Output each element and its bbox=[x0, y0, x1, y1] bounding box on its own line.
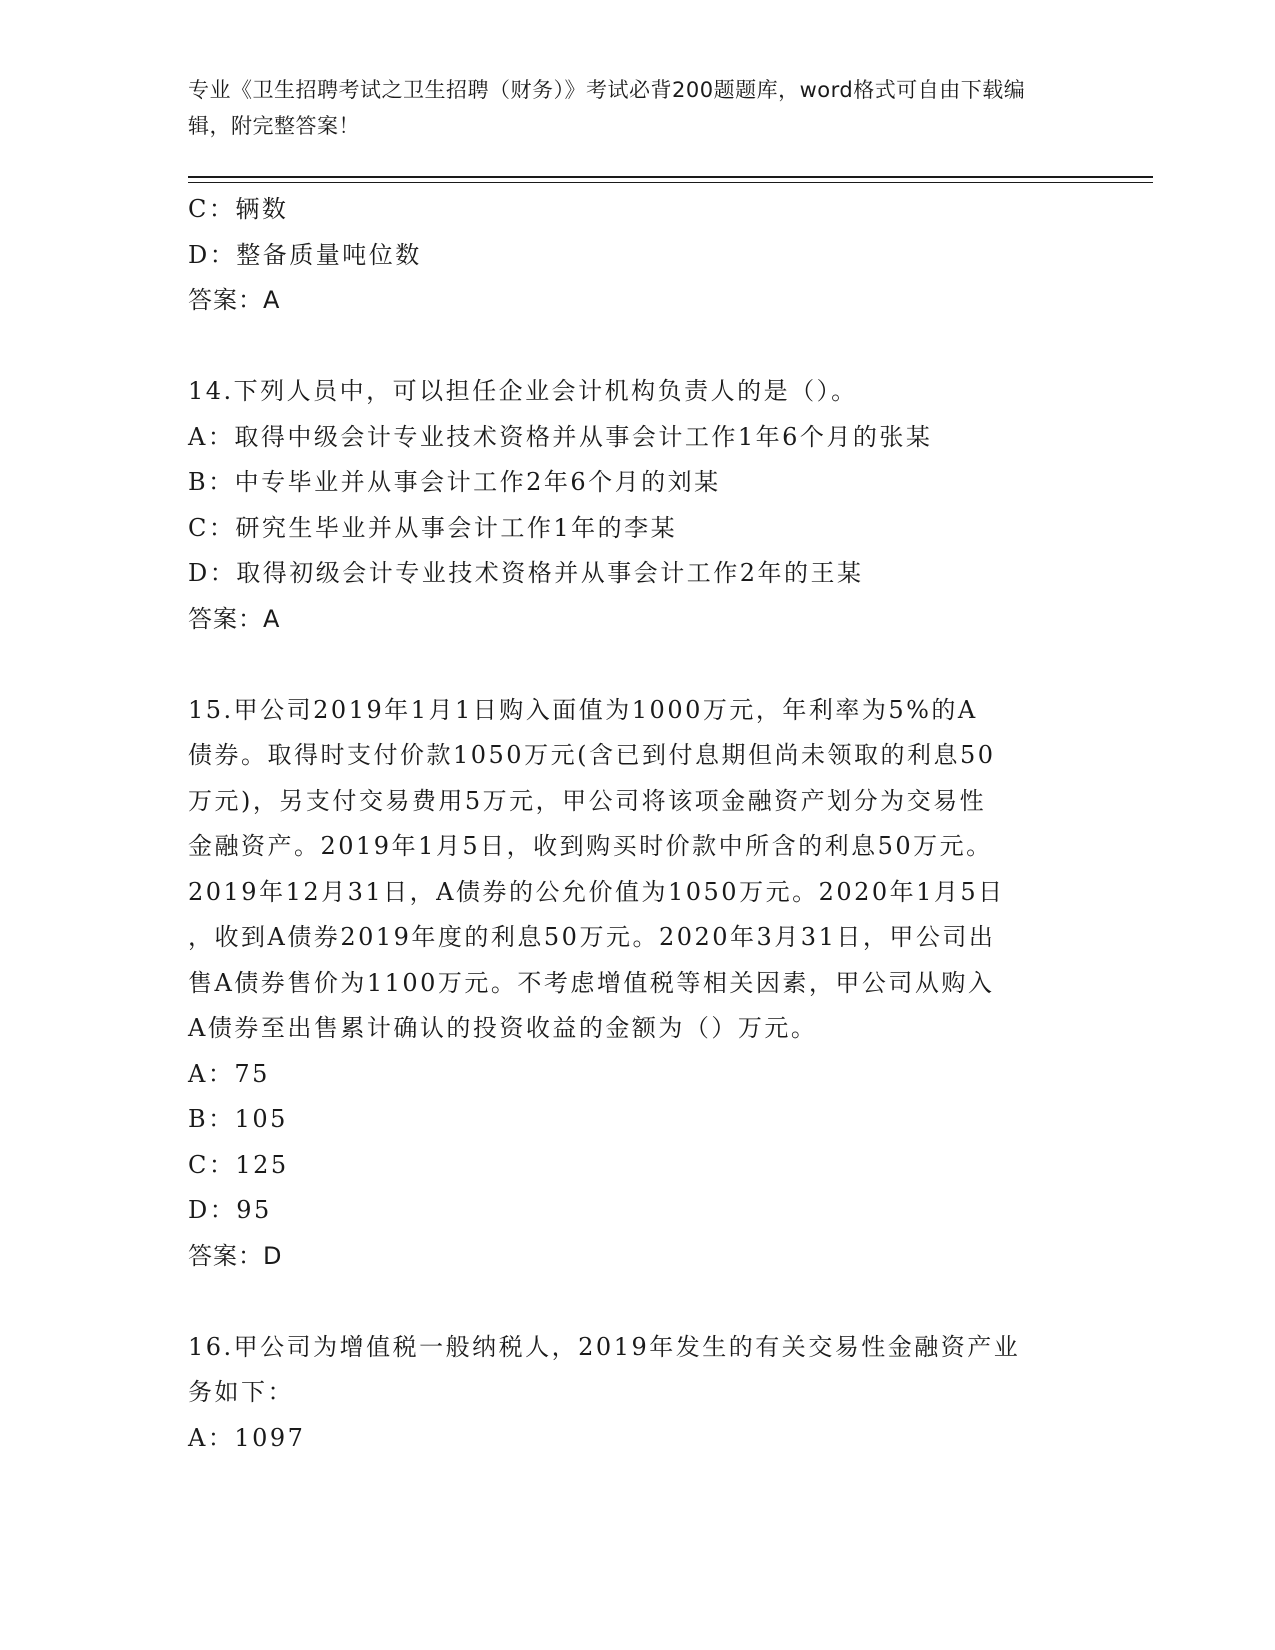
q15-question-line: 万元)，另支付交易费用5万元，甲公司将该项金融资产划分为交易性 bbox=[188, 786, 987, 815]
q15-question-line: 金融资产。2019年1月5日，收到购买时价款中所含的利息50万元。 bbox=[188, 832, 993, 860]
q13-answer: 答案：A bbox=[188, 286, 281, 314]
q15-question-line: 债券。取得时支付价款1050万元(含已到付息期但尚未领取的利息50 bbox=[188, 741, 996, 769]
q15-question-line: ，收到A债券2019年度的利息50万元。2020年3月31日，甲公司出 bbox=[188, 923, 996, 951]
q15-option-c: C：125 bbox=[188, 1150, 289, 1179]
header-divider-thick bbox=[188, 176, 1153, 178]
q13-option-c: C：辆数 bbox=[188, 195, 289, 223]
q14-option-a: A：取得中级会计专业技术资格并从事会计工作1年6个月的张某 bbox=[188, 422, 933, 451]
q14-option-c: C：研究生毕业并从事会计工作1年的李某 bbox=[188, 513, 678, 542]
q15-question-line: A债券至出售累计确认的投资收益的金额为（）万元。 bbox=[188, 1014, 818, 1042]
q16-question-line: 16.甲公司为增值税一般纳税人，2019年发生的有关交易性金融资产业 bbox=[188, 1332, 1021, 1361]
q16-option-a: A：1097 bbox=[188, 1423, 306, 1452]
spacer bbox=[188, 1279, 1088, 1325]
q14-option-d: D：取得初级会计专业技术资格并从事会计工作2年的王某 bbox=[188, 559, 864, 587]
q15-question-line: 售A债券售价为1100万元。不考虑增值税等相关因素，甲公司从购入 bbox=[188, 968, 995, 997]
spacer bbox=[188, 642, 1088, 688]
q15-answer: 答案：D bbox=[188, 1241, 283, 1270]
header-divider-thin bbox=[188, 182, 1153, 183]
q15-question-line: 2019年12月31日，A债券的公允价值为1050万元。2020年1月5日 bbox=[188, 877, 1005, 906]
q15-option-a: A：75 bbox=[188, 1059, 270, 1088]
q15-option-d: D：95 bbox=[188, 1196, 272, 1224]
q16-question-line: 务如下： bbox=[188, 1378, 294, 1406]
spacer bbox=[188, 324, 1088, 370]
q13-option-d: D：整备质量吨位数 bbox=[188, 240, 422, 269]
document-header: 专业《卫生招聘考试之卫生招聘（财务）》考试必背200题题库，word格式可自由下载编辑，附完整答案！ bbox=[188, 78, 1026, 138]
q14-answer: 答案：A bbox=[188, 604, 281, 633]
q14-option-b: B：中专毕业并从事会计工作2年6个月的刘某 bbox=[188, 468, 721, 496]
q15-option-b: B：105 bbox=[188, 1105, 288, 1133]
q14-question: 14.下列人员中，可以担任企业会计机构负责人的是（）。 bbox=[188, 377, 858, 405]
question-content bbox=[188, 187, 1088, 1461]
q15-question-line: 15.甲公司2019年1月1日购入面值为1000万元，年利率为5%的A bbox=[188, 695, 978, 724]
